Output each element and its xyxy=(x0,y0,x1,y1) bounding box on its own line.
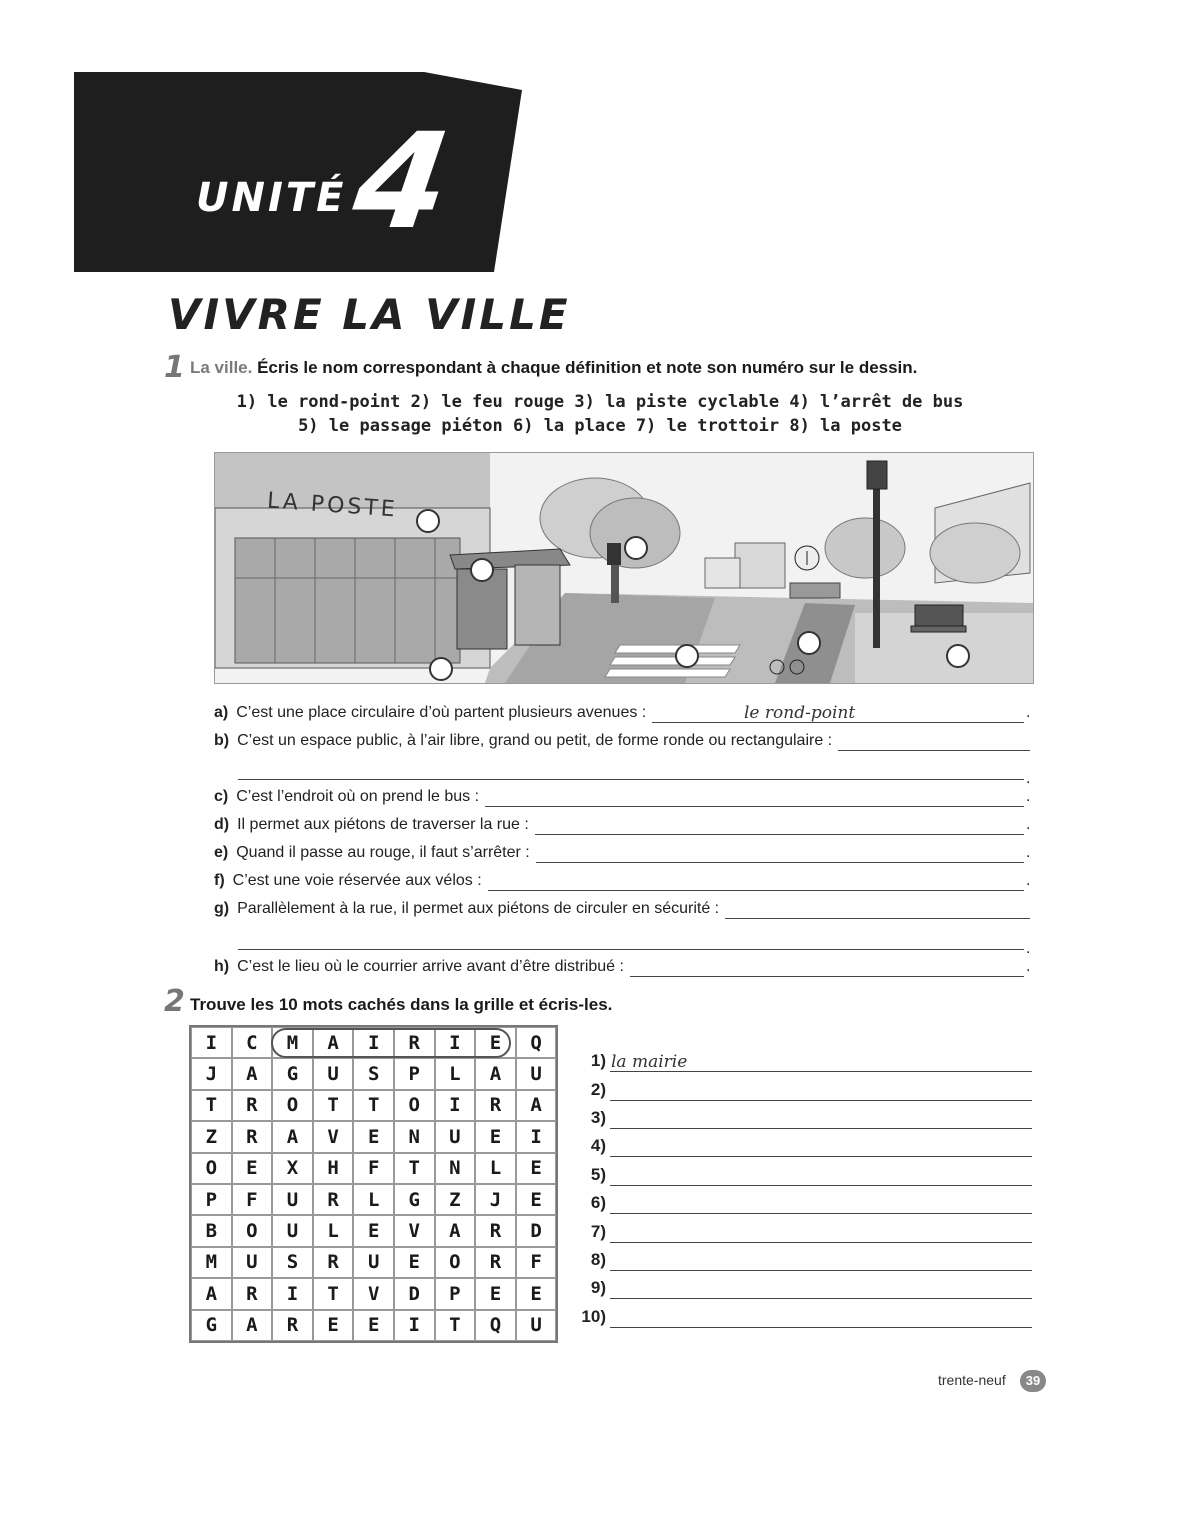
question-a xyxy=(214,704,646,722)
answer-line[interactable] xyxy=(610,1185,1032,1186)
period: . xyxy=(1026,770,1031,787)
grid-cell[interactable]: T xyxy=(394,1153,435,1184)
grid-cell[interactable]: D xyxy=(516,1215,557,1246)
answer-number: 2) xyxy=(590,1080,606,1099)
grid-cell[interactable]: V xyxy=(353,1278,394,1309)
answer-line[interactable] xyxy=(610,1270,1032,1271)
grid-row xyxy=(191,1215,556,1246)
answer-row xyxy=(578,1136,1032,1164)
period: . xyxy=(1026,958,1031,975)
question-label: b) xyxy=(214,732,230,749)
grid-cell[interactable]: U xyxy=(272,1184,313,1215)
grid-cell[interactable]: E xyxy=(313,1310,354,1341)
grid-cell[interactable]: E xyxy=(475,1278,516,1309)
grid-cell[interactable]: O xyxy=(435,1247,476,1278)
question-text: C’est une voie réservée aux vélos : xyxy=(232,872,482,889)
answer-line[interactable] xyxy=(610,1128,1032,1129)
grid-cell[interactable]: H xyxy=(313,1153,354,1184)
answer-line[interactable] xyxy=(610,1327,1032,1328)
grid-cell[interactable]: E xyxy=(353,1121,394,1152)
grid-cell[interactable]: M xyxy=(272,1027,313,1058)
answer-row xyxy=(578,1165,1032,1193)
grid-cell[interactable]: A xyxy=(313,1027,354,1058)
grid-cell[interactable]: J xyxy=(475,1184,516,1215)
grid-cell[interactable]: X xyxy=(272,1153,313,1184)
answer-number: 8) xyxy=(590,1250,606,1269)
grid-cell[interactable]: E xyxy=(475,1121,516,1152)
grid-cell[interactable]: L xyxy=(435,1058,476,1089)
grid-cell[interactable]: Z xyxy=(435,1184,476,1215)
question-label: c) xyxy=(214,788,229,805)
grid-cell[interactable]: U xyxy=(272,1215,313,1246)
grid-cell[interactable]: P xyxy=(191,1184,232,1215)
grid-cell[interactable]: E xyxy=(475,1027,516,1058)
answer-number: 5) xyxy=(590,1165,606,1184)
answer-line[interactable] xyxy=(610,1156,1032,1157)
answer-line[interactable] xyxy=(838,749,1030,751)
grid-cell[interactable]: E xyxy=(516,1278,557,1309)
word-search-grid xyxy=(189,1025,558,1343)
grid-cell[interactable]: P xyxy=(394,1058,435,1089)
grid-cell[interactable]: A xyxy=(232,1310,273,1341)
period: . xyxy=(1026,788,1031,805)
exercise-1-text: Écris le nom correspondant à chaque définition et note son numéro sur le dessin. xyxy=(252,358,918,377)
grid-cell[interactable]: P xyxy=(435,1278,476,1309)
grid-cell[interactable]: A xyxy=(475,1058,516,1089)
answer-number: 7) xyxy=(590,1222,606,1241)
grid-cell[interactable]: G xyxy=(191,1310,232,1341)
answer-line[interactable] xyxy=(485,805,1024,807)
question-label: d) xyxy=(214,816,230,833)
grid-row xyxy=(191,1153,556,1184)
answer-number: 4) xyxy=(590,1136,606,1155)
grid-cell[interactable]: R xyxy=(394,1027,435,1058)
question-label: h) xyxy=(214,958,230,975)
word-bank-line-1: 1) le rond-point 2) le feu rouge 3) la piste cyclable 4) l’arrêt de bus xyxy=(236,392,964,412)
exercise-1-lead: La ville. xyxy=(190,358,253,377)
grid-cell[interactable]: R xyxy=(475,1215,516,1246)
question-e xyxy=(214,844,530,862)
grid-cell[interactable]: E xyxy=(516,1153,557,1184)
period: . xyxy=(1026,872,1031,889)
grid-cell[interactable]: L xyxy=(475,1153,516,1184)
answer-line-continued[interactable] xyxy=(238,948,1024,950)
answer-number: 1) xyxy=(590,1051,606,1070)
grid-cell[interactable]: D xyxy=(394,1278,435,1309)
grid-cell[interactable]: L xyxy=(313,1215,354,1246)
grid-cell[interactable]: M xyxy=(191,1247,232,1278)
grid-row xyxy=(191,1310,556,1341)
grid-cell[interactable]: C xyxy=(232,1027,273,1058)
exercise-1-number: 1 xyxy=(164,350,185,385)
grid-cell[interactable]: E xyxy=(353,1310,394,1341)
grid-cell[interactable]: U xyxy=(232,1247,273,1278)
grid-row xyxy=(191,1121,556,1152)
handwritten-answer: la mairie xyxy=(611,1052,688,1072)
grid-row xyxy=(191,1184,556,1215)
exercise-2-instruction: Trouve les 10 mots cachés dans la grille et écris-les. xyxy=(190,995,613,1014)
page-number-word: trente-neuf xyxy=(938,1372,1006,1388)
grid-cell[interactable]: Q xyxy=(516,1027,557,1058)
grid-cell[interactable]: T xyxy=(435,1310,476,1341)
grid-row xyxy=(191,1090,556,1121)
grid-cell[interactable]: U xyxy=(516,1058,557,1089)
street-illustration xyxy=(214,452,1034,684)
grid-cell[interactable]: N xyxy=(394,1121,435,1152)
answer-row xyxy=(578,1278,1032,1306)
grid-cell[interactable]: J xyxy=(191,1058,232,1089)
grid-cell[interactable]: F xyxy=(353,1153,394,1184)
grid-cell[interactable]: S xyxy=(272,1247,313,1278)
grid-cell[interactable]: R xyxy=(313,1184,354,1215)
grid-cell[interactable]: A xyxy=(232,1058,273,1089)
grid-cell[interactable]: A xyxy=(516,1090,557,1121)
exercise-2-number: 2 xyxy=(164,984,185,1019)
grid-cell[interactable]: I xyxy=(191,1027,232,1058)
answer-number: 10) xyxy=(581,1307,606,1326)
answer-row xyxy=(578,1080,1032,1108)
answer-line[interactable] xyxy=(535,833,1024,835)
grid-cell[interactable]: O xyxy=(394,1090,435,1121)
answer-row xyxy=(578,1222,1032,1250)
answer-line[interactable] xyxy=(610,1242,1032,1243)
answer-line[interactable] xyxy=(725,917,1030,919)
post-office-sign: LA POSTE xyxy=(266,488,399,523)
grid-cell[interactable]: F xyxy=(516,1247,557,1278)
grid-cell[interactable]: U xyxy=(516,1310,557,1341)
grid-cell[interactable]: T xyxy=(353,1090,394,1121)
grid-cell[interactable]: E xyxy=(394,1247,435,1278)
grid-cell[interactable]: I xyxy=(435,1090,476,1121)
grid-cell[interactable]: O xyxy=(272,1090,313,1121)
grid-cell[interactable]: E xyxy=(232,1153,273,1184)
banner-shape xyxy=(74,72,524,272)
answer-number: 9) xyxy=(590,1278,606,1297)
grid-cell[interactable]: O xyxy=(191,1153,232,1184)
answer-number: 6) xyxy=(590,1193,606,1212)
answer-line-continued[interactable] xyxy=(238,778,1024,780)
grid-cell[interactable]: U xyxy=(435,1121,476,1152)
answer-row xyxy=(578,1108,1032,1136)
question-g xyxy=(214,900,719,918)
grid-cell[interactable]: V xyxy=(313,1121,354,1152)
unit-banner xyxy=(74,72,524,272)
grid-cell[interactable]: I xyxy=(435,1027,476,1058)
grid-cell[interactable]: R xyxy=(232,1121,273,1152)
answer-row xyxy=(578,1193,1032,1221)
found-word-circle xyxy=(271,1028,511,1058)
grid-cell[interactable]: T xyxy=(313,1090,354,1121)
grid-cell[interactable]: R xyxy=(313,1247,354,1278)
grid-cell[interactable]: A xyxy=(191,1278,232,1309)
question-b xyxy=(214,732,832,750)
grid-cell[interactable]: B xyxy=(191,1215,232,1246)
question-text: Quand il passe au rouge, il faut s’arrêter : xyxy=(236,844,530,861)
answer-line[interactable] xyxy=(610,1100,1032,1101)
question-text: C’est une place circulaire d’où partent plusieurs avenues : xyxy=(236,704,647,721)
grid-cell[interactable]: E xyxy=(516,1184,557,1215)
grid-cell[interactable]: L xyxy=(353,1184,394,1215)
question-c xyxy=(214,788,479,806)
grid-cell[interactable]: R xyxy=(475,1247,516,1278)
grid-cell[interactable]: A xyxy=(435,1215,476,1246)
grid-cell[interactable]: G xyxy=(272,1058,313,1089)
question-text: C’est le lieu où le courrier arrive avant d’être distribué : xyxy=(237,958,624,975)
period: . xyxy=(1026,704,1031,721)
grid-cell[interactable]: S xyxy=(353,1058,394,1089)
exercise-1-instruction xyxy=(190,358,917,378)
answer-row xyxy=(578,1051,1032,1079)
answer-row xyxy=(578,1250,1032,1278)
unit-number: 4 xyxy=(345,105,459,259)
question-text: C’est l’endroit où on prend le bus : xyxy=(236,788,480,805)
grid-cell[interactable]: A xyxy=(272,1121,313,1152)
period: . xyxy=(1026,844,1031,861)
grid-cell[interactable]: T xyxy=(191,1090,232,1121)
answer-line[interactable] xyxy=(610,1213,1032,1214)
grid-cell[interactable]: T xyxy=(313,1278,354,1309)
grid-cell[interactable]: U xyxy=(313,1058,354,1089)
question-label: g) xyxy=(214,900,230,917)
grid-cell[interactable]: G xyxy=(394,1184,435,1215)
grid-cell[interactable]: Q xyxy=(475,1310,516,1341)
answer-number: 3) xyxy=(590,1108,606,1127)
grid-row xyxy=(191,1247,556,1278)
question-text: C’est un espace public, à l’air libre, grand ou petit, de forme ronde ou rectangulaire : xyxy=(237,732,833,749)
grid-cell[interactable]: E xyxy=(353,1215,394,1246)
answer-line[interactable] xyxy=(488,889,1024,891)
grid-cell[interactable]: R xyxy=(475,1090,516,1121)
answer-row xyxy=(578,1307,1032,1335)
grid-cell[interactable]: U xyxy=(353,1247,394,1278)
unit-label: UNITÉ xyxy=(196,175,347,221)
grid-cell[interactable]: R xyxy=(232,1278,273,1309)
question-text: Il permet aux piétons de traverser la rue : xyxy=(237,816,529,833)
period: . xyxy=(1026,940,1031,957)
period: . xyxy=(1026,816,1031,833)
grid-cell[interactable]: I xyxy=(272,1278,313,1309)
page-title: VIVRE LA VILLE xyxy=(168,290,571,339)
grid-row xyxy=(191,1058,556,1089)
question-label: a) xyxy=(214,704,229,721)
grid-cell[interactable]: O xyxy=(232,1215,273,1246)
grid-cell[interactable]: I xyxy=(394,1310,435,1341)
grid-cell[interactable]: N xyxy=(435,1153,476,1184)
grid-cell[interactable]: I xyxy=(516,1121,557,1152)
question-d xyxy=(214,816,529,834)
answer-line[interactable] xyxy=(610,1298,1032,1299)
page-number-badge: 39 xyxy=(1020,1370,1046,1392)
grid-cell[interactable]: R xyxy=(232,1090,273,1121)
question-h xyxy=(214,958,624,976)
question-text: Parallèlement à la rue, il permet aux piétons de circuler en sécurité : xyxy=(237,900,720,917)
grid-cell[interactable]: F xyxy=(232,1184,273,1215)
word-bank-line-2: 5) le passage piéton 6) la place 7) le trottoir 8) la poste xyxy=(298,416,902,436)
question-f xyxy=(214,872,482,890)
grid-cell[interactable]: Z xyxy=(191,1121,232,1152)
grid-cell[interactable]: V xyxy=(394,1215,435,1246)
answer-line[interactable] xyxy=(536,861,1024,863)
question-label: f) xyxy=(214,872,225,889)
question-label: e) xyxy=(214,844,229,861)
answer-line[interactable] xyxy=(630,975,1024,977)
handwritten-answer: le rond-point xyxy=(744,703,856,723)
grid-row xyxy=(191,1278,556,1309)
grid-cell[interactable]: I xyxy=(353,1027,394,1058)
grid-cell[interactable]: R xyxy=(272,1310,313,1341)
